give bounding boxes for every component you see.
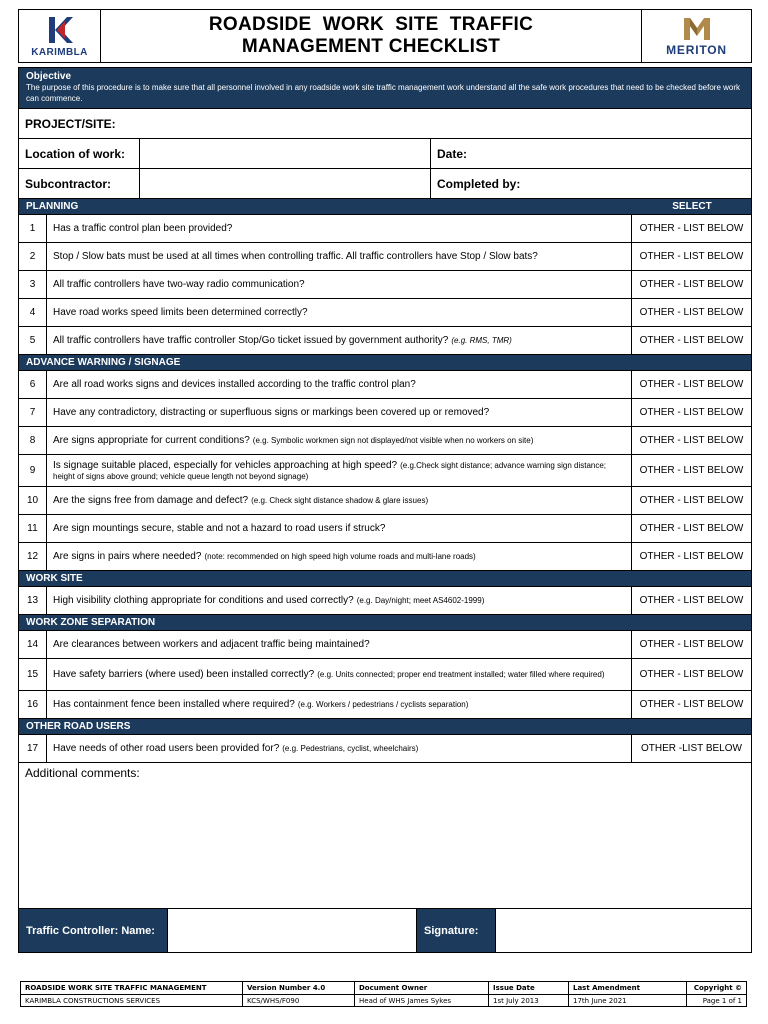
location-label: Location of work:	[25, 146, 125, 161]
item-number: 4	[19, 299, 47, 326]
item-select-dropdown[interactable]: OTHER -LIST BELOW	[631, 735, 751, 762]
comments-box[interactable]	[19, 762, 751, 908]
item-number: 2	[19, 243, 47, 270]
section-header	[19, 354, 751, 370]
footer-doc-code: KCS/WHS/F090	[243, 995, 355, 1006]
item-select-dropdown[interactable]: OTHER - LIST BELOW	[631, 327, 751, 354]
checklist-row	[19, 486, 751, 514]
question-text: Are clearances between workers and adjacent traffic being maintained?	[53, 639, 370, 650]
question-text: All traffic controllers have traffic controller Stop/Go ticket issued by government authority?	[53, 335, 449, 346]
checklist-row	[19, 514, 751, 542]
comments-label: Additional comments:	[25, 766, 140, 780]
footer-amendment-label: Last Amendment	[569, 982, 687, 994]
item-question	[47, 631, 631, 658]
item-number: 9	[19, 455, 47, 486]
question-note: (e.g. Units connected; proper end treatment installed; water filled where required)	[317, 670, 605, 679]
item-question	[47, 371, 631, 398]
footer-page: Page 1 of 1	[702, 996, 742, 1005]
title-line-1: ROADSIDE WORK SITE TRAFFIC	[208, 14, 534, 35]
item-question	[47, 691, 631, 718]
item-select-dropdown[interactable]: OTHER - LIST BELOW	[631, 587, 751, 614]
footer-issue-label: Issue Date	[489, 982, 569, 994]
item-select-dropdown[interactable]: OTHER - LIST BELOW	[631, 691, 751, 718]
question-text: Is signage suitable placed, especially for vehicles approaching at high speed?	[53, 459, 398, 471]
item-question	[47, 327, 631, 354]
item-select-dropdown[interactable]: OTHER - LIST BELOW	[631, 487, 751, 514]
item-question	[47, 271, 631, 298]
question-text: Have any contradictory, distracting or superfluous signs or markings been covered up or removed?	[53, 407, 490, 418]
checklist-row	[19, 214, 751, 242]
section-title: OTHER ROAD USERS	[26, 721, 131, 732]
checklist-row	[19, 454, 751, 486]
item-select-dropdown[interactable]: OTHER - LIST BELOW	[631, 515, 751, 542]
item-number: 13	[19, 587, 47, 614]
item-number: 7	[19, 399, 47, 426]
question-text: High visibility clothing appropriate for conditions and used correctly?	[53, 595, 354, 606]
date-label[interactable]: Date:	[430, 139, 751, 168]
document-header	[18, 9, 752, 63]
checklist-row	[19, 398, 751, 426]
karimbla-logo-text: KARIMBLA	[31, 46, 88, 58]
checklist-row	[19, 542, 751, 570]
item-number: 10	[19, 487, 47, 514]
meriton-m-icon	[682, 16, 712, 42]
item-number: 12	[19, 543, 47, 570]
question-note: (e.g. Check sight distance shadow & glare issues)	[251, 496, 429, 505]
checklist-row	[19, 690, 751, 718]
question-text: Are signs in pairs where needed?	[53, 551, 202, 562]
item-question	[47, 215, 631, 242]
checklist-row	[19, 586, 751, 614]
subcontractor-row	[19, 168, 751, 198]
checklist-row	[19, 630, 751, 658]
question-text: Have road works speed limits been determined correctly?	[53, 307, 308, 318]
project-row	[19, 108, 751, 138]
objective-title: Objective	[26, 71, 72, 82]
question-note: (note: recommended on high speed high volume roads and multi-lane roads)	[204, 552, 476, 561]
question-note: (e.g. RMS, TMR)	[451, 336, 512, 345]
question-text: Has containment fence been installed where required?	[53, 699, 295, 710]
completed-by-label[interactable]: Completed by:	[430, 169, 751, 198]
item-number: 15	[19, 659, 47, 690]
item-question	[47, 427, 631, 454]
question-note: (e.g. Day/night; meet AS4602-1999)	[356, 596, 485, 605]
question-note: (e.g.Check sight distance; advance warning sign distance; height of signs above ground; vehicle queue length not beyond signage)	[53, 460, 607, 481]
footer-amendment-date: 17th June 2021	[569, 995, 687, 1006]
page-title	[101, 10, 641, 62]
item-number: 5	[19, 327, 47, 354]
subcontractor-label: Subcontractor:	[25, 176, 112, 191]
section-header	[19, 718, 751, 734]
footer-company: KARIMBLA CONSTRUCTIONS SERVICES	[21, 995, 243, 1006]
item-select-dropdown[interactable]: OTHER - LIST BELOW	[631, 659, 751, 690]
question-text: Are the signs free from damage and defect?	[53, 495, 249, 506]
objective-text: The purpose of this procedure is to make sure that all personnel involved in any roadside work site traffic management work understand all the safe work procedures that need to be checked before work can commence.	[26, 83, 741, 103]
footer-owner-label: Document Owner	[355, 982, 489, 994]
item-question	[47, 659, 631, 690]
project-field[interactable]	[122, 109, 751, 138]
section-title: WORK SITE	[26, 573, 83, 584]
question-note: (e.g. Workers / pedestrians / cyclists separation)	[297, 700, 469, 709]
checklist-row	[19, 426, 751, 454]
item-select-dropdown[interactable]: OTHER - LIST BELOW	[631, 371, 751, 398]
checklist-row	[19, 326, 751, 354]
project-label: PROJECT/SITE:	[25, 116, 116, 131]
section-header	[19, 198, 751, 214]
meriton-logo-text: MERITON	[666, 42, 727, 57]
question-text: Stop / Slow bats must be used at all times when controlling traffic. All traffic controllers have Stop / Slow bats?	[53, 251, 538, 262]
signature-field[interactable]	[495, 909, 751, 952]
location-row	[19, 138, 751, 168]
item-select-dropdown[interactable]: OTHER - LIST BELOW	[631, 271, 751, 298]
section-title: WORK ZONE SEPARATION	[26, 617, 156, 628]
section-header	[19, 570, 751, 586]
question-text: Are signs appropriate for current conditions?	[53, 435, 250, 446]
footer-row-2	[21, 994, 746, 1006]
footer-issue-date: 1st July 2013	[489, 995, 569, 1006]
document-footer	[20, 981, 747, 1007]
question-text: Has a traffic control plan been provided?	[53, 223, 233, 234]
item-select-dropdown[interactable]: OTHER - LIST BELOW	[631, 543, 751, 570]
footer-owner: Head of WHS James Sykes	[355, 995, 489, 1006]
item-number: 11	[19, 515, 47, 542]
item-question	[47, 243, 631, 270]
item-select-dropdown[interactable]: OTHER - LIST BELOW	[631, 631, 751, 658]
item-select-dropdown[interactable]: OTHER - LIST BELOW	[631, 455, 751, 486]
question-note: (e.g. Symbolic workmen sign not displayed/not visible when no workers on site)	[252, 436, 534, 445]
item-number: 8	[19, 427, 47, 454]
item-question	[47, 487, 631, 514]
question-text: Have safety barriers (where used) been installed correctly?	[53, 669, 315, 680]
item-question	[47, 399, 631, 426]
checklist-row	[19, 270, 751, 298]
item-question	[47, 515, 631, 542]
item-question	[47, 543, 631, 570]
traffic-controller-name-field[interactable]	[167, 909, 417, 952]
item-select-dropdown[interactable]: OTHER - LIST BELOW	[631, 427, 751, 454]
item-number: 6	[19, 371, 47, 398]
checklist-form	[18, 67, 752, 953]
item-select-dropdown[interactable]: OTHER - LIST BELOW	[631, 399, 751, 426]
item-question	[47, 735, 631, 762]
question-note: (e.g. Pedestrians, cyclist, wheelchairs)	[282, 744, 419, 753]
item-question	[47, 455, 631, 486]
item-select-dropdown[interactable]: OTHER - LIST BELOW	[631, 299, 751, 326]
item-number: 3	[19, 271, 47, 298]
checklist-row	[19, 242, 751, 270]
footer-version-label: Version Number 4.0	[243, 982, 355, 994]
checklist-row	[19, 658, 751, 690]
signature-label: Signature:	[424, 924, 479, 937]
signature-row	[19, 908, 751, 952]
section-title: ADVANCE WARNING / SIGNAGE	[26, 357, 181, 368]
question-text: Are sign mountings secure, stable and not a hazard to road users if struck?	[53, 523, 386, 534]
location-field[interactable]	[139, 139, 430, 168]
karimbla-logo	[19, 10, 101, 62]
title-line-2: MANAGEMENT CHECKLIST	[241, 36, 501, 57]
traffic-controller-name-label: Traffic Controller: Name:	[26, 924, 155, 937]
section-header	[19, 614, 751, 630]
item-number: 17	[19, 735, 47, 762]
item-question	[47, 587, 631, 614]
meriton-logo	[641, 10, 751, 62]
checklist-sections	[19, 198, 751, 762]
footer-doc-title: ROADSIDE WORK SITE TRAFFIC MANAGEMENT	[21, 982, 243, 994]
item-number: 14	[19, 631, 47, 658]
item-number: 16	[19, 691, 47, 718]
objective-banner	[19, 68, 751, 108]
select-column-header: SELECT	[672, 201, 712, 212]
item-question	[47, 299, 631, 326]
footer-copyright: Copyright ©	[693, 984, 742, 992]
footer-row-1	[21, 982, 746, 994]
question-text: Are all road works signs and devices installed according to the traffic control plan?	[53, 379, 416, 390]
karimbla-k-icon	[45, 15, 75, 45]
checklist-row	[19, 734, 751, 762]
checklist-row	[19, 298, 751, 326]
subcontractor-field[interactable]	[139, 169, 430, 198]
question-text: All traffic controllers have two-way radio communication?	[53, 279, 305, 290]
section-title: PLANNING	[26, 201, 79, 212]
item-select-dropdown[interactable]: OTHER - LIST BELOW	[631, 215, 751, 242]
question-text: Have needs of other road users been provided for?	[53, 743, 280, 754]
item-select-dropdown[interactable]: OTHER - LIST BELOW	[631, 243, 751, 270]
item-number: 1	[19, 215, 47, 242]
checklist-row	[19, 370, 751, 398]
